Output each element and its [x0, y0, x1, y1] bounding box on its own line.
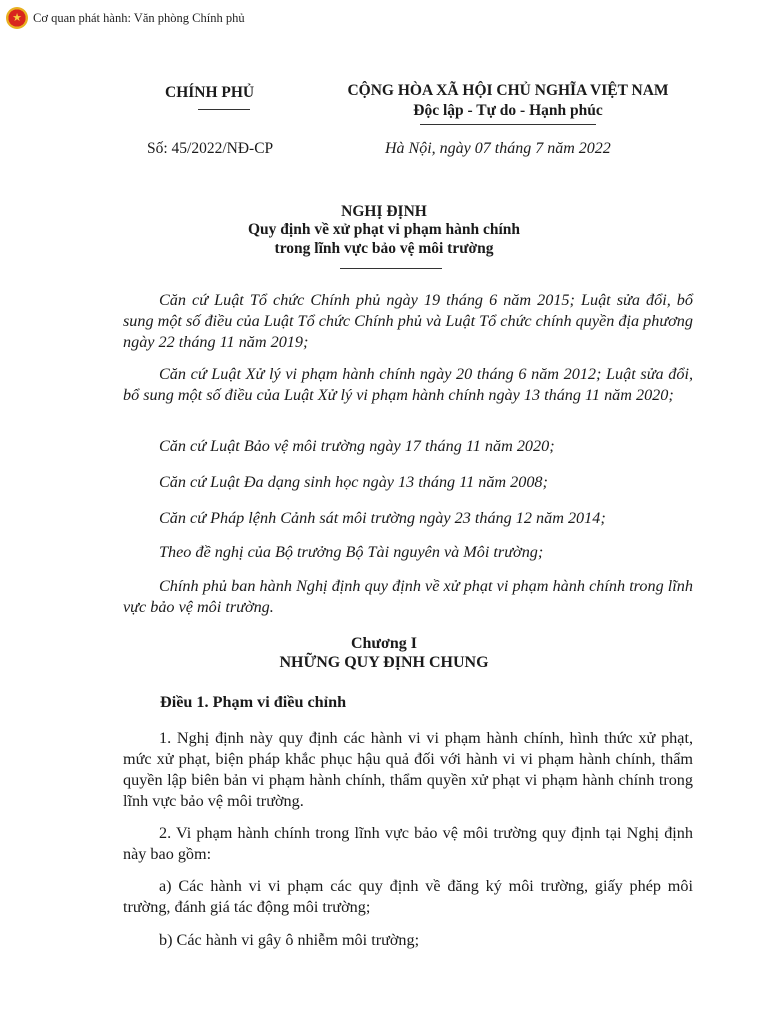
issuing-org: CHÍNH PHỦ	[165, 84, 255, 101]
org-underline	[198, 109, 250, 110]
motto-underline	[420, 124, 596, 125]
preamble-paragraph: Căn cứ Pháp lệnh Cảnh sát môi trường ngày 23 tháng 12 năm 2014;	[159, 509, 606, 527]
title-underline	[340, 268, 442, 269]
issuer-bar	[6, 6, 245, 30]
article-clause: 2. Vi phạm hành chính trong lĩnh vực bảo vệ môi trường quy định tại Nghị định này bao gồm:	[123, 824, 693, 863]
article-heading: Điều 1. Phạm vi điều chỉnh	[160, 693, 347, 711]
document-title-line1: Quy định về xử phạt vi phạm hành chính	[247, 221, 521, 238]
preamble-paragraph: Căn cứ Luật Tổ chức Chính phủ ngày 19 tháng 6 năm 2015; Luật sửa đổi, bổ sung một số điều của Luật Tổ chức Chính phủ và Luật Tổ chức chính quyền địa phương ngày 22 tháng 11 năm 2019;	[123, 291, 693, 351]
article-clause: a) Các hành vi vi phạm các quy định về đăng ký môi trường, giấy phép môi trường, đánh giá tác động môi trường;	[123, 877, 693, 916]
chapter-label: Chương I	[350, 635, 418, 652]
document-title-line2: trong lĩnh vực bảo vệ môi trường	[274, 240, 494, 257]
article-clause: 1. Nghị định này quy định các hành vi vi phạm hành chính, hình thức xử phạt, mức xử phạt, biện pháp khắc phục hậu quả đối với hành vi vi phạm hành chính, thẩm quyền lập biên bản vi phạm hành chính, thẩm quyền xử phạt vi phạm hành chính trong lĩnh vực bảo vệ môi trường.	[123, 729, 693, 810]
preamble-paragraph: Căn cứ Luật Xử lý vi phạm hành chính ngày 20 tháng 6 năm 2012; Luật sửa đổi, bổ sung một số điều của Luật Xử lý vi phạm hành chính ngày 13 tháng 11 năm 2020;	[123, 365, 693, 404]
preamble-paragraph: Căn cứ Luật Đa dạng sinh học ngày 13 tháng 11 năm 2008;	[159, 473, 548, 491]
preamble-paragraph: Chính phủ ban hành Nghị định quy định về xử phạt vi phạm hành chính trong lĩnh vực bảo vệ môi trường.	[123, 577, 693, 616]
document-number: Số: 45/2022/NĐ-CP	[147, 140, 274, 157]
issuer-label: Cơ quan phát hành: Văn phòng Chính phủ	[33, 10, 245, 25]
preamble-paragraph: Căn cứ Luật Bảo vệ môi trường ngày 17 tháng 11 năm 2020;	[159, 437, 555, 455]
article-clause: b) Các hành vi gây ô nhiễm môi trường;	[159, 931, 420, 949]
national-motto: Độc lập - Tự do - Hạnh phúc	[413, 102, 603, 119]
document-type: NGHỊ ĐỊNH	[341, 203, 427, 220]
national-emblem-icon	[6, 7, 28, 29]
national-title: CỘNG HÒA XÃ HỘI CHỦ NGHĨA VIỆT NAM	[347, 82, 669, 99]
chapter-title: NHỮNG QUY ĐỊNH CHUNG	[279, 654, 489, 671]
place-date: Hà Nội, ngày 07 tháng 7 năm 2022	[385, 140, 611, 157]
preamble-paragraph: Theo đề nghị của Bộ trưởng Bộ Tài nguyên và Môi trường;	[159, 543, 544, 561]
